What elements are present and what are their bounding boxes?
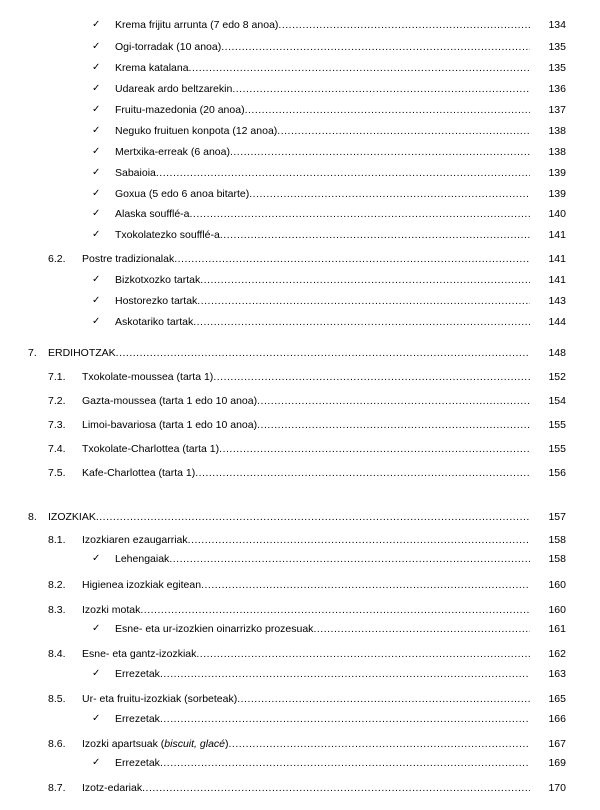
toc-entry[interactable] xyxy=(0,124,600,138)
toc-label: Krema katalana xyxy=(115,62,189,74)
toc-entry[interactable] xyxy=(0,578,600,592)
check-icon: ✓ xyxy=(92,188,101,199)
check-icon: ✓ xyxy=(92,19,101,30)
toc-page: 141 xyxy=(536,252,566,266)
toc-label: Mertxika-erreak (6 anoa) xyxy=(115,146,230,158)
toc-entry[interactable] xyxy=(0,61,600,75)
check-icon: ✓ xyxy=(92,104,101,115)
toc-entry[interactable] xyxy=(0,442,600,456)
check-icon: ✓ xyxy=(92,62,101,73)
toc-page: 158 xyxy=(536,533,566,547)
toc-page: 141 xyxy=(536,228,566,242)
check-icon: ✓ xyxy=(92,295,101,306)
toc-entry[interactable] xyxy=(0,466,600,480)
toc-entry[interactable] xyxy=(0,40,600,54)
toc-entry[interactable] xyxy=(0,394,600,408)
check-icon: ✓ xyxy=(92,623,101,634)
toc-label: ERDIHOTZAK xyxy=(48,347,116,359)
toc-label: Ogi-torradak (10 anoa) xyxy=(115,41,222,53)
toc-page: 154 xyxy=(536,394,566,408)
toc-page: 152 xyxy=(536,370,566,384)
toc-page: 136 xyxy=(536,82,566,96)
toc-page: 160 xyxy=(536,603,566,617)
toc-label: Ur- eta fruitu-izozkiak (sorbeteak) xyxy=(82,693,238,705)
toc-number: 8.1. xyxy=(48,534,66,546)
check-icon: ✓ xyxy=(92,41,101,52)
toc-page: 157 xyxy=(536,510,566,524)
toc-entry[interactable] xyxy=(0,166,600,180)
toc-label: Esne- eta gantz-izozkiak xyxy=(82,648,197,660)
toc-label: Txokolate-Charlottea (tarta 1) xyxy=(82,443,220,455)
check-icon: ✓ xyxy=(92,553,101,564)
toc-number: 7.2. xyxy=(48,395,66,407)
toc-number: 8.7. xyxy=(48,782,66,794)
toc-page: 167 xyxy=(536,737,566,751)
toc-label: Izotz-edariak xyxy=(82,782,143,794)
toc-page: 139 xyxy=(536,166,566,180)
toc-page: 158 xyxy=(536,552,566,566)
toc-entry[interactable] xyxy=(0,603,600,617)
toc-number: 7.3. xyxy=(48,419,66,431)
toc-page: 135 xyxy=(536,61,566,75)
toc-label: Hostorezko tartak xyxy=(115,295,198,307)
toc-label: Fruitu-mazedonia (20 anoa) xyxy=(115,104,245,116)
toc-label: IZOZKIAK xyxy=(48,511,96,523)
toc-entry[interactable] xyxy=(0,533,600,547)
toc-label: Izozkiaren ezaugarriak xyxy=(82,534,188,546)
check-icon: ✓ xyxy=(92,83,101,94)
toc-number: 6.2. xyxy=(48,253,66,265)
toc-page: 135 xyxy=(536,40,566,54)
toc-entry[interactable] xyxy=(0,370,600,384)
toc-page: 141 xyxy=(536,273,566,287)
toc-label: Lehengaiak xyxy=(115,553,170,565)
toc-entry[interactable] xyxy=(0,273,600,287)
toc-page: 170 xyxy=(536,781,566,795)
toc-entry[interactable] xyxy=(0,18,600,32)
check-icon: ✓ xyxy=(92,274,101,285)
toc-page: 138 xyxy=(536,124,566,138)
toc-page: 143 xyxy=(536,294,566,308)
toc-label: Gazta-moussea (tarta 1 edo 10 anoa) xyxy=(82,395,258,407)
toc-number: 7.4. xyxy=(48,443,66,455)
toc-number: 7.1. xyxy=(48,371,66,383)
toc-number: 8.3. xyxy=(48,604,66,616)
toc-entry[interactable] xyxy=(0,647,600,661)
toc-label: Sabaioia xyxy=(115,167,156,179)
toc-page: 155 xyxy=(536,442,566,456)
toc-label: Errezetak xyxy=(115,713,160,725)
toc-page: 137 xyxy=(536,103,566,117)
toc-entry[interactable] xyxy=(0,252,600,266)
toc-label: Txokolatezko soufflé-a xyxy=(115,229,220,241)
toc-entry[interactable] xyxy=(0,187,600,201)
toc-entry[interactable] xyxy=(0,667,600,681)
toc-entry[interactable] xyxy=(0,692,600,706)
toc-entry[interactable] xyxy=(0,294,600,308)
toc-number: 8.5. xyxy=(48,693,66,705)
toc-chapter[interactable] xyxy=(0,346,600,360)
toc-page: 144 xyxy=(536,315,566,329)
toc-label: Goxua (5 edo 6 anoa bitarte) xyxy=(115,188,250,200)
toc-entry[interactable] xyxy=(0,756,600,770)
toc-label: Askotariko tartak xyxy=(115,316,194,328)
toc-page: 162 xyxy=(536,647,566,661)
toc-page: 165 xyxy=(536,692,566,706)
toc-number: 7. xyxy=(28,347,37,359)
check-icon: ✓ xyxy=(92,229,101,240)
check-icon: ✓ xyxy=(92,167,101,178)
toc-page: 156 xyxy=(536,466,566,480)
toc-label: Krema frijitu arrunta (7 edo 8 anoa) xyxy=(115,19,279,31)
toc-entry[interactable] xyxy=(0,737,600,751)
check-icon: ✓ xyxy=(92,668,101,679)
toc-label: Postre tradizionalak xyxy=(82,253,175,265)
toc-entry[interactable] xyxy=(0,712,600,726)
toc-label: Bizkotxozko tartak xyxy=(115,274,201,286)
toc-entry[interactable] xyxy=(0,622,600,636)
toc-page: 169 xyxy=(536,756,566,770)
toc-label: Izozki apartsuak (biscuit, glacé) xyxy=(82,738,229,750)
toc-chapter[interactable] xyxy=(0,510,600,524)
toc-label: Neguko fruituen konpota (12 anoa) xyxy=(115,125,278,137)
toc-entry[interactable] xyxy=(0,145,600,159)
toc-entry[interactable] xyxy=(0,552,600,566)
toc-entry[interactable] xyxy=(0,781,600,795)
toc-page: 155 xyxy=(536,418,566,432)
toc-entry[interactable] xyxy=(0,418,600,432)
toc-label: Udareak ardo beltzarekin xyxy=(115,83,233,95)
toc-label: Limoi-bavariosa (tarta 1 edo 10 anoa) xyxy=(82,419,258,431)
toc-entry[interactable] xyxy=(0,228,600,242)
check-icon: ✓ xyxy=(92,208,101,219)
toc-page: 161 xyxy=(536,622,566,636)
check-icon: ✓ xyxy=(92,316,101,327)
toc-label: Alaska soufflé-a xyxy=(115,208,190,220)
toc-page: 134 xyxy=(536,18,566,32)
toc-number: 7.5. xyxy=(48,467,66,479)
toc-label: Higienea izozkiak egitean xyxy=(82,579,202,591)
toc-page: 138 xyxy=(536,145,566,159)
toc-label: Esne- eta ur-izozkien oinarrizko prozesuak xyxy=(115,623,314,635)
toc-number: 8.4. xyxy=(48,648,66,660)
toc-page: 139 xyxy=(536,187,566,201)
toc-page: 140 xyxy=(536,207,566,221)
check-icon: ✓ xyxy=(92,146,101,157)
check-icon: ✓ xyxy=(92,125,101,136)
toc-page: 163 xyxy=(536,667,566,681)
toc-number: 8. xyxy=(28,511,37,523)
toc-entry[interactable] xyxy=(0,315,600,329)
toc-page: 160 xyxy=(536,578,566,592)
check-icon: ✓ xyxy=(92,757,101,768)
toc-entry[interactable] xyxy=(0,103,600,117)
toc-label: Txokolate-moussea (tarta 1) xyxy=(82,371,214,383)
check-icon: ✓ xyxy=(92,713,101,724)
toc-label: Kafe-Charlottea (tarta 1) xyxy=(82,467,196,479)
toc-number: 8.2. xyxy=(48,579,66,591)
toc-page: 166 xyxy=(536,712,566,726)
toc-page: 148 xyxy=(536,346,566,360)
toc-label: Errezetak xyxy=(115,668,160,680)
toc-number: 8.6. xyxy=(48,738,66,750)
toc-label: Izozki motak xyxy=(82,604,141,616)
toc-label: Errezetak xyxy=(115,757,160,769)
toc-entry[interactable] xyxy=(0,207,600,221)
toc-entry[interactable] xyxy=(0,82,600,96)
